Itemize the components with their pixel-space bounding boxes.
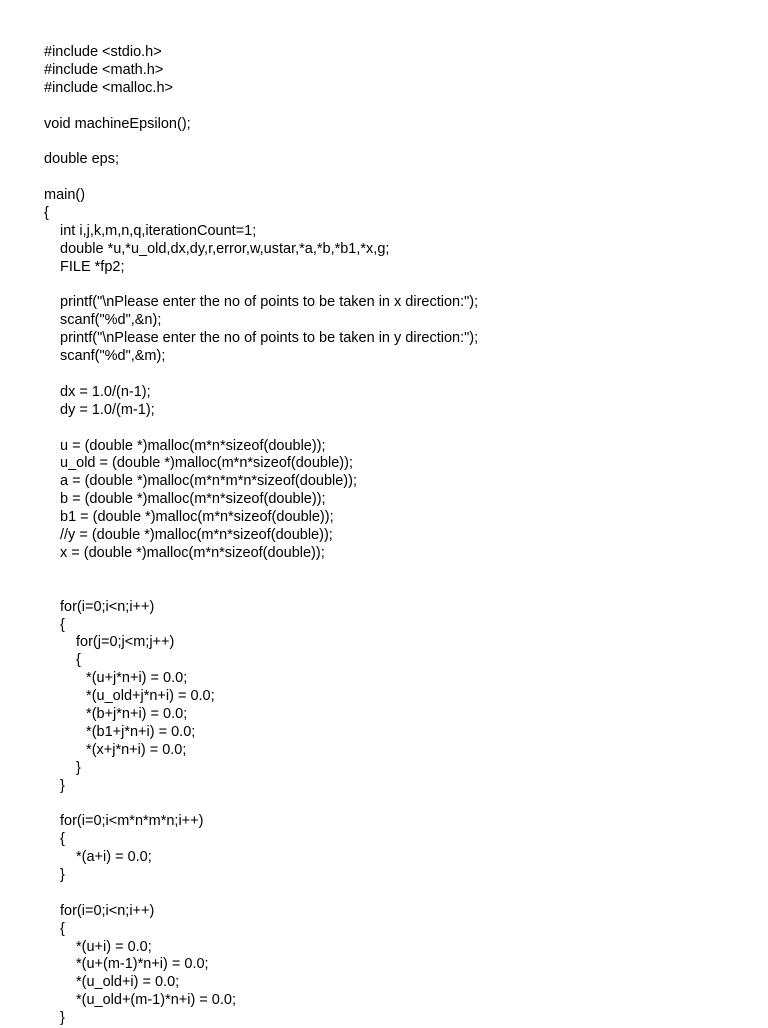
code-line: *(a+i) = 0.0; <box>76 849 152 866</box>
code-line: *(u+(m-1)*n+i) = 0.0; <box>76 956 209 973</box>
code-line <box>44 795 478 813</box>
code-line: #include <stdio.h> <box>44 44 162 60</box>
code-line <box>44 366 478 384</box>
code-line: printf("\nPlease enter the no of points to be taken in y direction:"); <box>60 330 479 347</box>
code-line: scanf("%d",&m); <box>60 348 166 365</box>
code-line <box>44 169 478 187</box>
code-line: dx = 1.0/(n-1); <box>60 383 151 400</box>
code-line <box>44 133 478 151</box>
code-line: void machineEpsilon(); <box>44 115 191 132</box>
code-line: //y = (double *)malloc(m*n*sizeof(double)); <box>60 527 333 544</box>
code-line: { <box>60 831 65 848</box>
code-line: int i,j,k,m,n,q,iterationCount=1; <box>60 222 257 239</box>
code-line: double *u,*u_old,dx,dy,r,error,w,ustar,*a,*b,*b1,*x,g; <box>60 240 390 257</box>
code-line: { <box>44 205 49 222</box>
code-line: } <box>60 1010 65 1027</box>
code-line: *(x+j*n+i) = 0.0; <box>78 741 187 758</box>
code-line: *(u_old+i) = 0.0; <box>76 974 180 991</box>
code-line: *(u_old+(m-1)*n+i) = 0.0; <box>76 992 236 1009</box>
code-line: for(i=0;i<n;i++) <box>60 598 155 615</box>
code-line: for(j=0;j<m;j++) <box>76 634 175 651</box>
code-line: u = (double *)malloc(m*n*sizeof(double)); <box>60 437 326 454</box>
code-line: { <box>76 652 81 669</box>
code-line: } <box>76 759 81 776</box>
code-line: *(b1+j*n+i) = 0.0; <box>78 723 196 740</box>
code-line: *(u+j*n+i) = 0.0; <box>78 670 188 687</box>
source-code-listing <box>44 44 478 1028</box>
code-line: b = (double *)malloc(m*n*sizeof(double)); <box>60 491 326 508</box>
code-line <box>44 98 478 116</box>
code-line: x = (double *)malloc(m*n*sizeof(double)); <box>60 544 325 561</box>
code-line: { <box>60 616 65 633</box>
code-line <box>44 277 478 295</box>
code-line: } <box>60 777 65 794</box>
code-line: a = (double *)malloc(m*n*m*n*sizeof(double)); <box>60 473 357 490</box>
code-line <box>44 581 478 599</box>
code-line: *(b+j*n+i) = 0.0; <box>78 705 188 722</box>
code-line: *(u+i) = 0.0; <box>76 938 152 955</box>
code-line: FILE *fp2; <box>60 258 125 275</box>
code-line: main() <box>44 187 86 204</box>
code-line <box>44 420 478 438</box>
code-line: for(i=0;i<m*n*m*n;i++) <box>60 813 204 830</box>
code-line: #include <malloc.h> <box>44 79 173 96</box>
code-line: } <box>60 866 65 883</box>
code-line: { <box>60 920 65 937</box>
code-line: #include <math.h> <box>44 61 164 78</box>
code-line <box>44 563 478 581</box>
code-line <box>44 885 478 903</box>
code-line: printf("\nPlease enter the no of points to be taken in x direction:"); <box>60 294 479 311</box>
code-line: dy = 1.0/(m-1); <box>60 401 155 418</box>
code-line: u_old = (double *)malloc(m*n*sizeof(double)); <box>60 455 353 472</box>
code-line: *(u_old+j*n+i) = 0.0; <box>78 688 215 705</box>
code-line: double eps; <box>44 151 119 168</box>
code-line: for(i=0;i<n;i++) <box>60 902 155 919</box>
code-line: b1 = (double *)malloc(m*n*sizeof(double)); <box>60 509 334 526</box>
code-line: scanf("%d",&n); <box>60 312 162 329</box>
